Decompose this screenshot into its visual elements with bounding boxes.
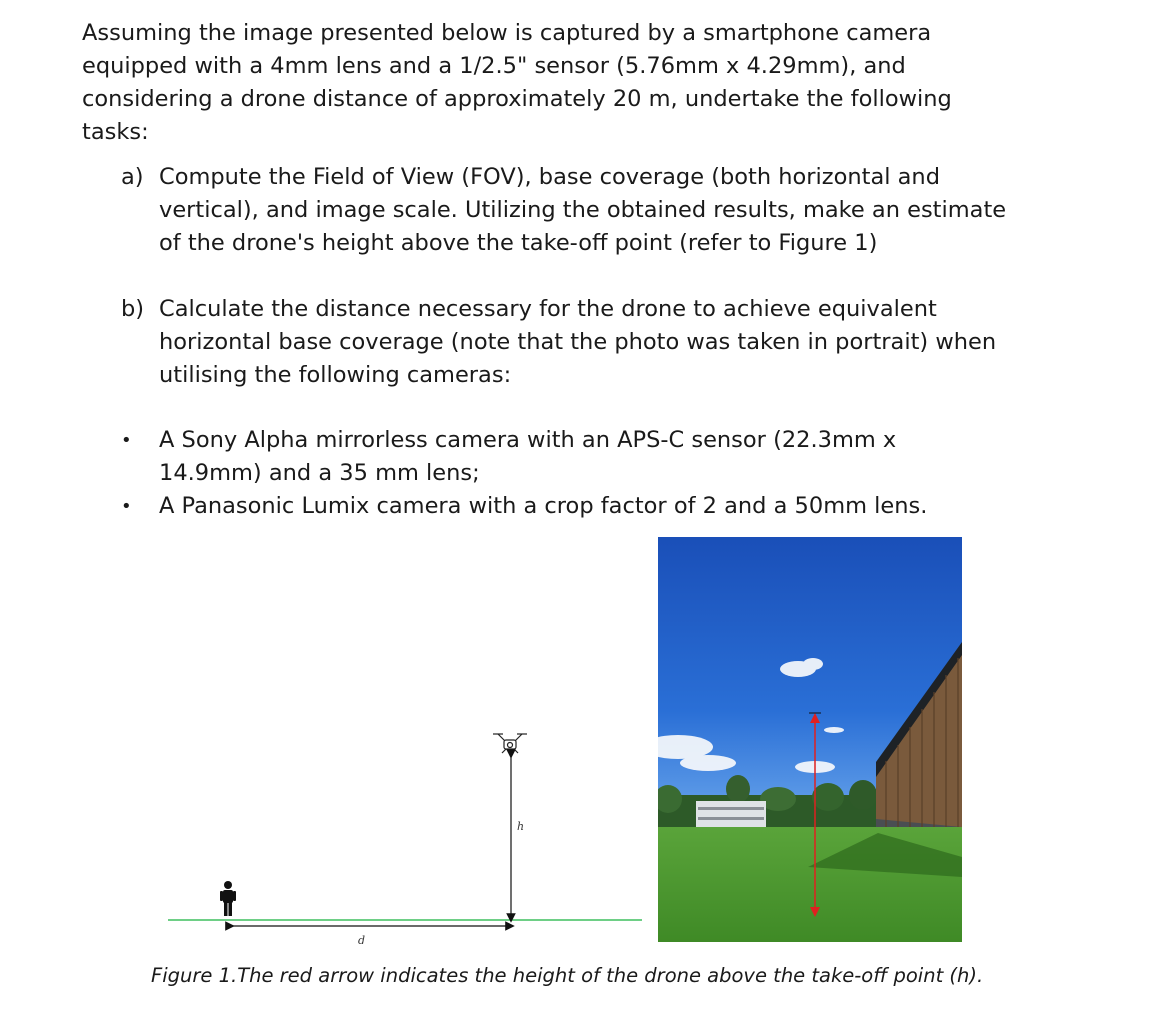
bullet-line: A Sony Alpha mirrorless camera with an APS-C sensor (22.3mm x [159,427,897,453]
intro-line: considering a drone distance of approximately 20 m, undertake the following [82,86,952,112]
intro-line: Assuming the image presented below is captured by a smartphone camera [82,20,932,46]
person-icon [220,881,236,916]
task-b-marker: b) [121,296,145,322]
figure-caption: Figure 1.The red arrow indicates the height of the drone above the take-off point (h). [151,964,984,987]
task-a-line: of the drone's height above the take-off point (refer to Figure 1) [159,230,878,256]
height-distance-diagram [160,720,650,950]
task-a-marker: a) [121,164,144,190]
distance-label: d [358,934,366,947]
intro-line: tasks: [82,119,149,145]
task-b-line: horizontal base coverage (note that the photo was taken in portrait) when [159,329,997,355]
task-a-line: vertical), and image scale. Utilizing the obtained results, make an estimate [159,197,1007,223]
bullet-marker: • [121,496,132,517]
bullet-body [159,490,927,523]
bullet-line: A Panasonic Lumix camera with a crop factor of 2 and a 50mm lens. [159,493,928,519]
drone-icon [493,734,527,753]
task-b-line: utilising the following cameras: [159,362,512,388]
drone-photo [658,537,962,942]
height-label: h [517,820,525,833]
task-a-line: Compute the Field of View (FOV), base coverage (both horizontal and [159,164,940,190]
task-a-body [159,161,1006,260]
bullet-body [159,424,896,490]
intro-paragraph [82,17,952,149]
bullet-marker: • [121,430,132,451]
task-b-line: Calculate the distance necessary for the drone to achieve equivalent [159,296,937,322]
task-b-body [159,293,996,392]
bullet-line: 14.9mm) and a 35 mm lens; [159,460,480,486]
intro-line: equipped with a 4mm lens and a 1/2.5" sensor (5.76mm x 4.29mm), and [82,53,906,79]
